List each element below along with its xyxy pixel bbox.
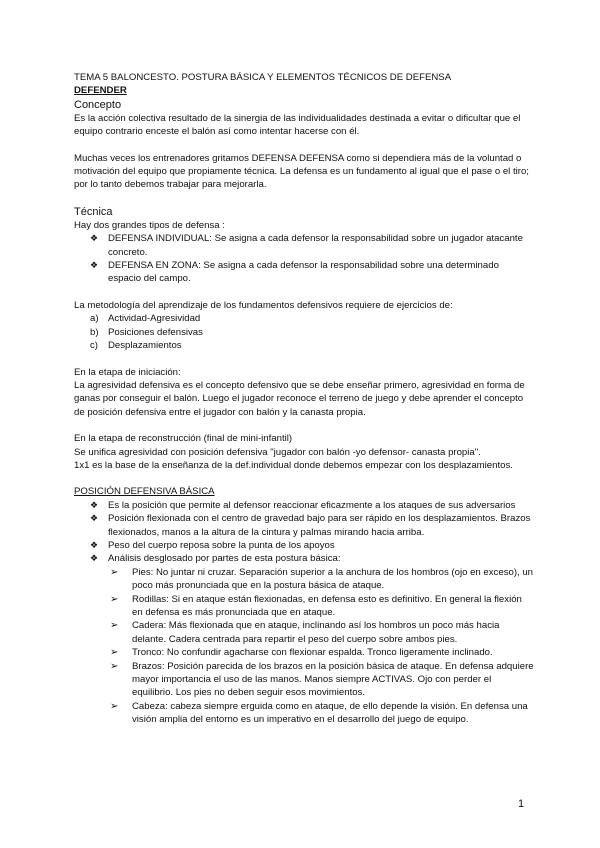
- list-item: ❖ DEFENSA EN ZONA: Se asigna a cada defensor la responsabilidad sobre una determinado espacio del campo.: [74, 259, 534, 286]
- tecnica-intro: Hay dos grandes tipos de defensa :: [74, 219, 225, 231]
- list-item-text: Tronco: No confundir agacharse con flexionar espalda. Tronco ligeramente inclinado.: [132, 647, 493, 659]
- iniciacion-heading: En la etapa de iniciación:: [74, 366, 181, 378]
- list-item: [74, 566, 534, 593]
- list-item: [74, 339, 534, 352]
- concepto-paragraph-2: Muchas veces los entrenadores gritamos DEFENSA DEFENSA como si dependiera más de la voluntad o motivación del equipo que propiamente técnica. La defensa es un fundamento al igual que el pase o el tiro; por lo tanto debemos trabajar para mejorarla.: [74, 152, 529, 191]
- tecnica-heading: Técnica: [74, 205, 113, 218]
- list-item-text: Rodillas: Si en ataque están flexionadas, en defensa esto es definitivo. En general la flexión en defensa es más pronunciada que en ataque.: [132, 593, 522, 618]
- reconstruccion-heading: En la etapa de reconstrucción (final de mini-infantil): [74, 433, 293, 445]
- document-title: TEMA 5 BALONCESTO. POSTURA BÁSICA Y ELEMENTOS TÉCNICOS DE DEFENSA: [74, 72, 452, 83]
- posicion-heading: POSICIÓN DEFENSIVA BÁSICA: [74, 486, 215, 498]
- list-item: [74, 619, 534, 646]
- arrow-bullet-icon: ➢: [110, 647, 119, 659]
- iniciacion-paragraph: La agresividad defensiva es el concepto defensivo que se debe enseñar primero, agresividad en forma de ganas por conseguir el balón. Luego el jugador reconoce el terreno de juego y debe aprender el concepto de posición defensiva entre el jugador con balón y la canasta propia.: [74, 379, 525, 418]
- arrow-bullet-icon: ➢: [110, 700, 119, 712]
- list-item-text: Pies: No juntar ni cruzar. Separación superior a la anchura de los hombros (ojo en exceso), un poco más pronunciada que en la postura básica de ataque.: [132, 566, 534, 592]
- list-marker: c): [90, 340, 98, 352]
- list-item: ❖ Análisis desglosado por partes de esta postura básica:: [74, 552, 534, 565]
- list-item: ❖ Es la posición que permite al defensor reaccionar eficazmente a los ataques de sus adversarios: [74, 499, 534, 512]
- list-item: ❖ Posición flexionada con el centro de gravedad bajo para ser rápido en los desplazamientos. Brazos flexionados, manos a la altura de la cintura y palmas mirando hacia arriba.: [74, 512, 534, 539]
- reconstruccion-paragraph-1: Se unifica agresividad con posición defensiva "jugador con balón -yo defensor- canasta propia".: [74, 446, 481, 458]
- exercises-list: [74, 312, 534, 352]
- arrow-bullet-icon: ➢: [110, 566, 119, 578]
- list-item: [74, 326, 534, 339]
- list-item-text: Posiciones defensivas: [108, 326, 203, 338]
- reconstruccion-paragraph-2: 1x1 es la base de la enseñanza de la def.individual donde debemos empezar con los desplazamientos.: [74, 459, 513, 471]
- list-item: [74, 312, 534, 325]
- list-item: ❖ Peso del cuerpo reposa sobre la punta de los apoyos: [74, 539, 534, 552]
- list-item-text: Actividad-Agresividad: [108, 313, 201, 325]
- arrow-bullet-icon: ➢: [110, 620, 119, 632]
- list-item-text: Cadera: Más flexionada que en ataque, inclinando así los hombros un poco más hacia delante. Cadera centrada para repartir el peso del cuerpo sobre ambos pies.: [132, 620, 500, 645]
- list-item-text: Desplazamientos: [108, 340, 182, 352]
- list-item-text: Cabeza: cabeza siempre erguida como en ataque, de ello depende la visión. En defensa una visión amplia del entorno es un imperativo en el desarrollo del juego de equipo.: [132, 700, 528, 726]
- page-number: 1: [518, 798, 525, 810]
- list-item: [74, 700, 534, 727]
- list-item: [74, 660, 534, 700]
- list-marker: b): [90, 326, 99, 338]
- defense-types-list: [74, 232, 534, 286]
- defender-heading: DEFENDER: [74, 85, 127, 97]
- list-item: ❖ DEFENSA INDIVIDUAL: Se asigna a cada defensor la responsabilidad sobre un jugador atacante concreto.: [74, 232, 534, 259]
- arrow-bullet-icon: ➢: [110, 660, 119, 672]
- list-item: [74, 593, 534, 620]
- arrow-bullet-icon: ➢: [110, 593, 119, 605]
- list-marker: a): [90, 313, 99, 325]
- list-item: [74, 646, 534, 659]
- metodologia-paragraph: La metodología del aprendizaje de los fundamentos defensivos requiere de ejercicios de:: [74, 299, 453, 311]
- posicion-list: [74, 499, 534, 566]
- concepto-paragraph-1: Es la acción colectiva resultado de la sinergia de las individualidades destinada a evitar o dificultar que el equipo contrario enceste el balón así como intentar hacerse con él.: [74, 112, 521, 138]
- list-item-text: Brazos: Posición parecida de los brazos en la posición básica de ataque. En defensa adquiere mayor importancia el uso de las manos. Manos siempre ACTIVAS. Ojo con perder el equilibrio. Los pies no deben seguir esos movimientos.: [132, 660, 534, 699]
- document-page: [74, 71, 534, 727]
- analysis-list: [74, 566, 534, 727]
- concepto-heading: Concepto: [74, 98, 122, 111]
